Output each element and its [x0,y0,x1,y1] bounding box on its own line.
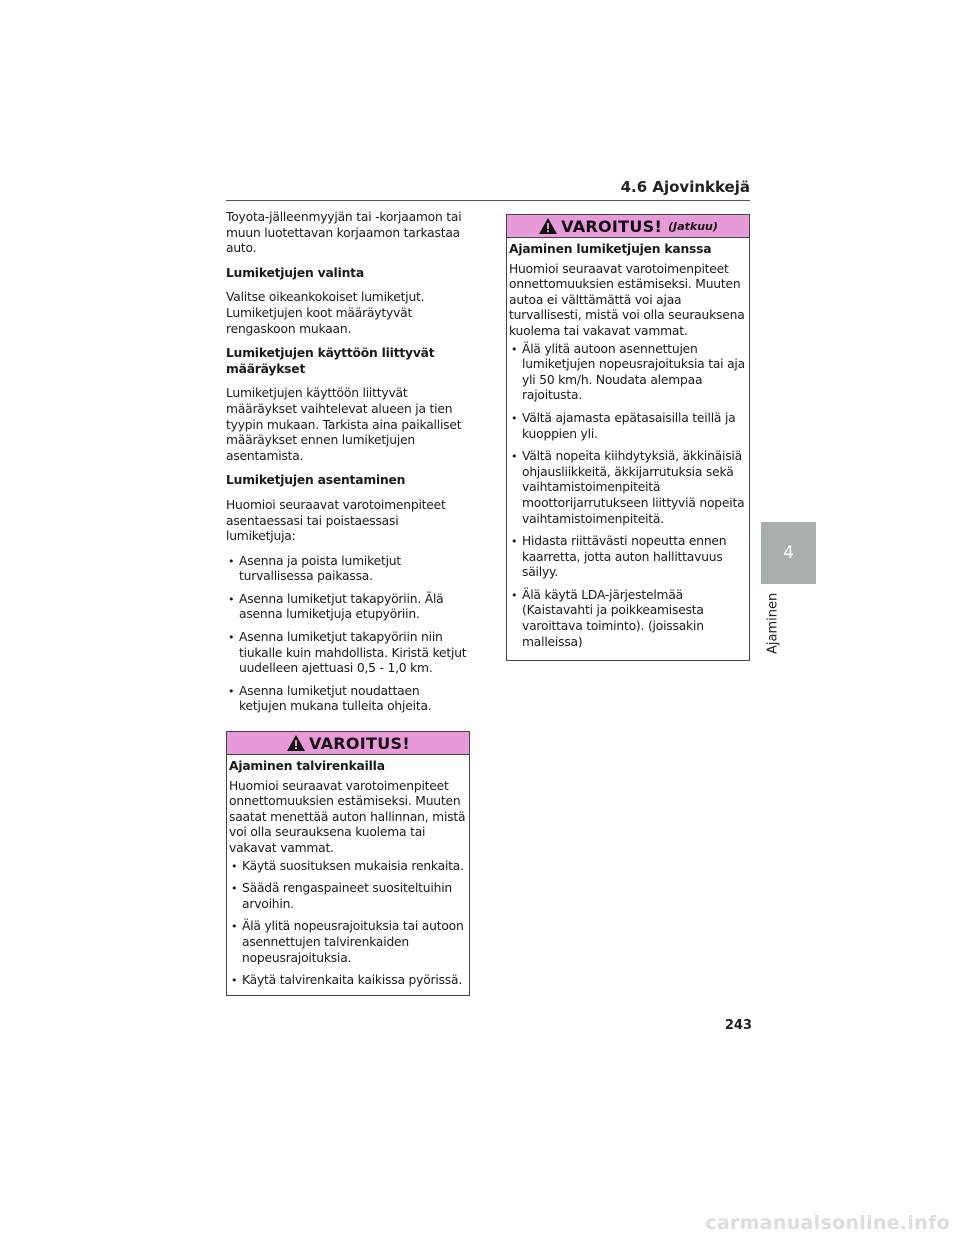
chapter-label: Ajaminen [765,592,781,654]
right-column [506,214,750,661]
warning-box-snow-chains [506,214,750,661]
list-item: • Käytä talvirenkaita kaikissa pyörissä. [229,973,467,989]
list-item: • Älä ylitä autoon asennettujen lumiketjujen nopeusrajoituksia tai aja yli 50 km/h. Noudata alempaa rajoitusta. [509,342,747,404]
warning-title: VAROITUS! [561,216,663,236]
warning-paragraph: Huomioi seuraavat varotoimenpiteet onnettomuuksien estämiseksi. Muuten saatat menettää auton hallinnan, mistä voi olla seurauksena kuolema tai vakavat vammat. [229,778,466,855]
list-item: • Vältä nopeita kiihdytyksiä, äkkinäisiä ohjausliikkeitä, äkkijarrutuksia sekä vaihtamistoimenpiteitä moottorijarrutukseen liittyviä nopeita vaihtamistoimenpiteitä. [509,449,747,527]
section-title: 4.6 Ajovinkkejä [620,178,750,196]
warning-bullet-list [229,859,467,989]
selection-heading: Lumiketjujen valinta [226,265,364,280]
section-header [226,178,750,201]
list-item: • Säädä rengaspaineet suositeltuihin arvoihin. [229,881,467,912]
warning-header [227,732,469,755]
intro-paragraph: Toyota-jälleenmyyjän tai -korjaamon tai muun luotettavan korjaamon tarkastaa auto. [226,210,462,256]
selection-paragraph: Valitse oikeankokoiset lumiketjut. Lumiketjujen koot määräytyvät rengaskoon mukaan. [226,290,425,336]
chapter-tab [761,522,816,584]
list-item: • Älä ylitä nopeusrajoituksia tai autoon asennettujen talvirenkaiden nopeusrajoituksia. [229,919,467,966]
page-number: 243 [724,1018,752,1033]
warning-triangle-icon [538,217,558,235]
watermark: carmanualsonline.info [705,1212,950,1234]
list-item: • Hidasta riittävästi nopeutta ennen kaarretta, jotta auton hallittavuus säilyy. [509,534,747,581]
install-bullet-list [226,554,470,715]
warning-body [227,755,469,989]
list-item: • Älä käytä LDA-järjestelmää (Kaistavahti ja poikkeamisesta varoittava toiminto). (joissakin malleissa) [509,588,747,650]
regulations-paragraph: Lumiketjujen käyttöön liittyvät määräykset vaihtelevat alueen ja tien tyypin mukaan. Tarkista aina paikalliset määräykset ennen lumiketjujen asentamista. [226,386,462,463]
warning-paragraph: Huomioi seuraavat varotoimenpiteet onnettomuuksien estämiseksi. Muuten autoa ei välttämättä voi ajaa turvallisesti, mistä voi olla seurauksena kuolema tai vakavat vammat. [509,261,745,338]
regulations-heading: Lumiketjujen käyttöön liittyvät määräykset [226,346,435,376]
chapter-number: 4 [783,543,794,563]
warning-header [507,215,749,238]
install-paragraph: Huomioi seuraavat varotoimenpiteet asentaessasi tai poistaessasi lumiketjuja: [226,497,446,544]
list-item: • Asenna lumiketjut takapyöriin. Älä asenna lumiketjuja etupyöriin. [226,592,470,623]
list-item: • Vältä ajamasta epätasaisilla teillä ja kuoppien yli. [509,411,747,442]
left-column [226,210,470,996]
install-heading: Lumiketjujen asentaminen [226,473,406,488]
warning-subheading: Ajaminen lumiketjujen kanssa [509,242,712,256]
warning-box-winter-tires [226,731,470,996]
warning-title: VAROITUS! [309,733,410,753]
list-item: • Asenna ja poista lumiketjut turvallisessa paikassa. [226,554,470,585]
warning-bullet-list [509,342,747,651]
warning-continued-label: (Jatkuu) [668,219,718,233]
warning-subheading: Ajaminen talvirenkailla [229,759,385,774]
list-item: • Käytä suosituksen mukaisia renkaita. [229,859,467,875]
warning-body [507,238,749,650]
warning-triangle-icon [286,734,306,752]
list-item: • Asenna lumiketjut takapyöriin niin tiukalle kuin mahdollista. Kiristä ketjut uudelleen ajettuasi 0,5 - 1,0 km. [226,630,470,677]
list-item: • Asenna lumiketjut noudattaen ketjujen mukana tulleita ohjeita. [226,684,470,715]
